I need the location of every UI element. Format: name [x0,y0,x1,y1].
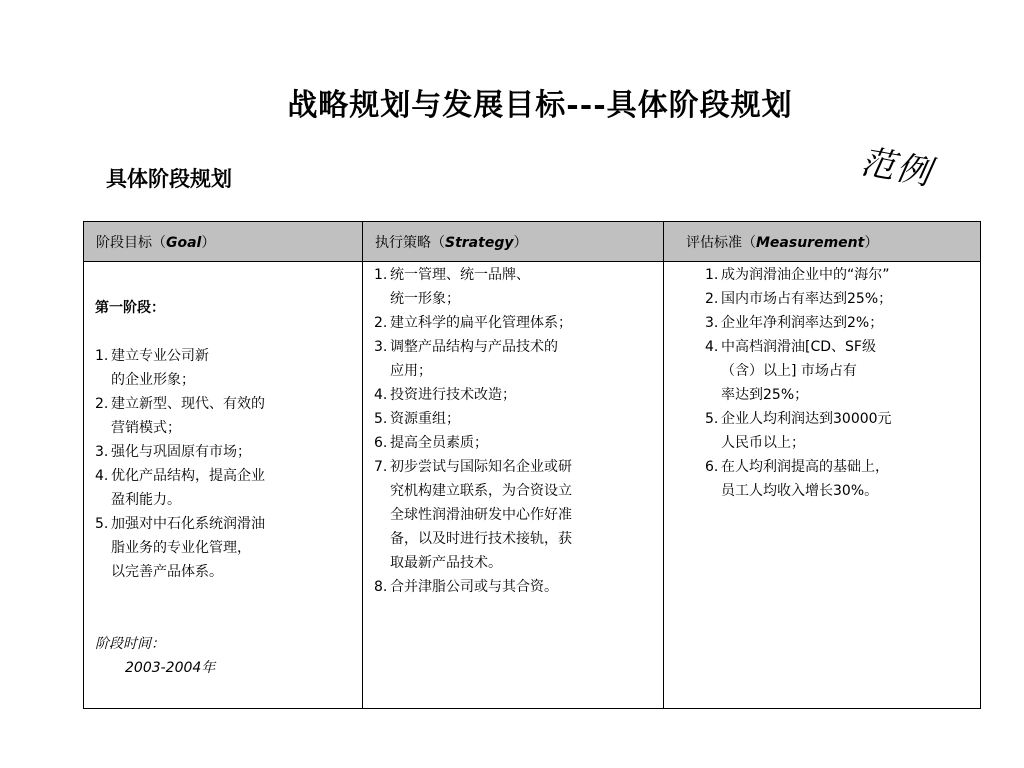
item-number: 1. [95,348,109,364]
item-line: 率达到25%； [721,387,809,403]
header-measurement-label: 评估标准（ [686,234,756,251]
item-line: 在人均利润提高的基础上， [721,459,889,475]
item-number: 1. [374,267,388,283]
measurement-item [705,311,979,335]
goal-cell [84,262,363,709]
item-number: 5. [705,411,719,427]
goal-list [95,344,361,584]
goal-item [95,464,361,512]
item-number: 4. [374,387,388,403]
item-line: 强化与巩固原有市场； [111,444,251,460]
item-number: 3. [374,339,388,355]
measurement-item [705,407,979,455]
item-line: 的企业形象； [111,372,195,388]
header-measurement-suffix: ） [864,234,879,251]
item-line: 统一形象； [390,291,460,307]
item-line: 优化产品结构，提高企业 [111,468,265,484]
header-strategy-suffix: ） [513,234,528,251]
item-line: 投资进行技术改造； [390,387,516,403]
example-stamp: 范例 [857,141,936,194]
stage-plan-table [83,221,981,709]
item-line: 国内市场占有率达到25%； [721,291,893,307]
item-line: 以完善产品体系。 [111,564,223,580]
header-goal-term: Goal [166,234,202,251]
item-line: 应用； [390,363,432,379]
strategy-item [374,335,662,383]
item-line: 提高全员素质； [390,435,488,451]
item-line: 企业人均利润达到30000元 [721,411,892,427]
measurement-item [705,263,979,287]
item-number: 8. [374,579,388,595]
item-number: 6. [374,435,388,451]
measurement-item [705,287,979,311]
header-strategy-label: 执行策略（ [375,234,445,251]
header-measurement [664,222,981,262]
strategy-item [374,431,662,455]
item-number: 3. [705,315,719,331]
item-line: 企业年净利润率达到2%； [721,315,884,331]
header-strategy [363,222,664,262]
item-number: 4. [95,468,109,484]
item-number: 5. [374,411,388,427]
strategy-item [374,407,662,431]
item-line: 建立专业公司新 [111,348,209,364]
item-line: 资源重组； [390,411,460,427]
strategy-item [374,383,662,407]
stage-time-label: 阶段时间： [95,636,165,652]
item-line: 取最新产品技术。 [390,555,502,571]
goal-item [95,392,361,440]
header-strategy-term: Strategy [445,234,514,251]
item-line: 中高档润滑油[CD、SF级 [721,339,876,355]
measurement-item [705,455,979,503]
goal-item [95,440,361,464]
item-line: 建立科学的扁平化管理体系； [390,315,572,331]
item-number: 2. [95,396,109,412]
item-line: 初步尝试与国际知名企业或研 [390,459,572,475]
strategy-item [374,263,662,311]
item-line: 加强对中石化系统润滑油 [111,516,265,532]
item-number: 2. [374,315,388,331]
slide-title: 战略规划与发展目标---具体阶段规划 [287,88,793,123]
item-line: （含）以上] 市场占有 [721,363,857,379]
item-line: 成为润滑油企业中的“海尔” [721,267,890,283]
item-line: 建立新型、现代、有效的 [111,396,265,412]
section-subtitle: 具体阶段规划 [106,166,232,191]
header-measurement-term: Measurement [756,234,865,251]
item-number: 4. [705,339,719,355]
strategy-item [374,311,662,335]
strategy-list [374,263,662,599]
stage-label: 第一阶段： [95,300,165,316]
item-line: 营销模式； [111,420,181,436]
item-line: 脂业务的专业化管理， [111,540,251,556]
goal-item [95,344,361,392]
measurement-cell [664,262,981,709]
item-number: 3. [95,444,109,460]
strategy-cell [363,262,664,709]
item-line: 备，以及时进行技术接轨，获 [390,531,572,547]
strategy-item [374,455,662,575]
item-number: 6. [705,459,719,475]
item-line: 统一管理、统一品牌、 [390,267,530,283]
header-goal-label: 阶段目标（ [96,234,166,251]
measurement-item [705,335,979,407]
item-number: 5. [95,516,109,532]
stage-time-value: 2003-2004年 [125,660,216,676]
measurement-list [675,263,979,503]
item-number: 7. [374,459,388,475]
table-body-row [84,262,981,709]
item-number: 1. [705,267,719,283]
header-goal-suffix: ） [201,234,216,251]
item-number: 2. [705,291,719,307]
table-header-row [84,222,981,262]
item-line: 员工人均收入增长30%。 [721,483,879,499]
item-line: 合并津脂公司或与其合资。 [390,579,558,595]
item-line: 全球性润滑油研发中心作好准 [390,507,572,523]
header-goal [84,222,363,262]
item-line: 调整产品结构与产品技术的 [390,339,558,355]
strategy-item [374,575,662,599]
item-line: 究机构建立联系，为合资设立 [390,483,572,499]
item-line: 盈利能力。 [111,492,181,508]
item-line: 人民币以上； [721,435,805,451]
goal-item [95,512,361,584]
